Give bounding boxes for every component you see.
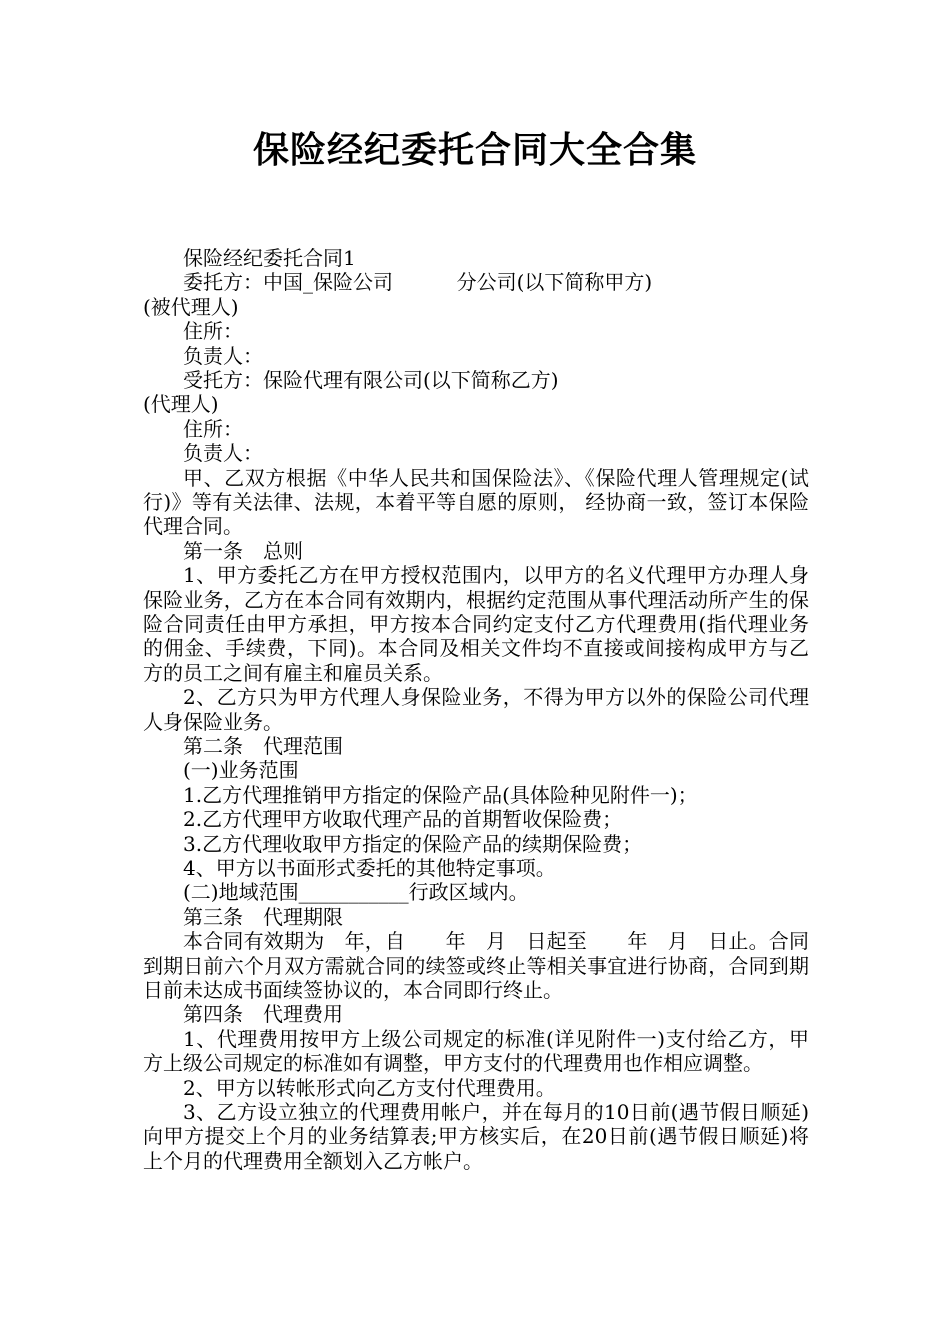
article-4-clause-3: 3、乙方设立独立的代理费用帐户，并在每月的10日前(遇节假日顺延)向甲方提交上个月的业务结算表;甲方核实后，在20日前(遇节假日顺延)将上个月的代理费用全额划入乙方帐户。 bbox=[143, 1099, 809, 1173]
business-scope-item-2: 2.乙方代理甲方收取代理产品的首期暂收保险费； bbox=[183, 807, 623, 832]
agent-role: (代理人) bbox=[143, 392, 219, 417]
preamble-paragraph: 甲、乙双方根据《中华人民共和国保险法》、《保险代理人管理规定(试行)》等有关法律、法规，本着平等自愿的原则， 经协商一致，签订本保险代理合同。 bbox=[143, 465, 809, 539]
agent-representative: 负责人： bbox=[183, 441, 263, 466]
article-4-heading: 第四条 代理费用 bbox=[183, 1002, 343, 1027]
principal-role: (被代理人) bbox=[143, 294, 239, 319]
principal-representative: 负责人： bbox=[183, 343, 263, 368]
business-scope-item-1: 1.乙方代理推销甲方指定的保险产品(具体险种见附件一)； bbox=[183, 782, 698, 807]
article-4-clause-2: 2、甲方以转帐形式向乙方支付代理费用。 bbox=[183, 1075, 556, 1100]
region-scope-line: (二)地域范围___________行政区域内。 bbox=[183, 880, 529, 905]
article-3-clause: 本合同有效期为 年，自 年 月 日起至 年 月 日止。合同到期日前六个月双方需就合同的续签或终止等相关事宜进行协商，合同到期日前未达成书面续签协议的，本合同即行终止。 bbox=[143, 929, 809, 1002]
business-scope-heading: (一)业务范围 bbox=[183, 758, 299, 783]
article-1-clause-2: 2、乙方只为甲方代理人身保险业务，不得为甲方以外的保险公司代理人身保险业务。 bbox=[143, 685, 809, 734]
agent-address: 住所： bbox=[183, 416, 243, 441]
article-1-heading: 第一条 总则 bbox=[183, 538, 303, 563]
document-title: 保险经纪委托合同大全合集 bbox=[252, 130, 697, 171]
principal-line: 委托方：中国_保险公司 分公司(以下简称甲方) bbox=[183, 270, 653, 295]
contract-heading: 保险经纪委托合同1 bbox=[183, 246, 356, 270]
business-scope-item-3: 3.乙方代理收取甲方指定的保险产品的续期保险费； bbox=[183, 831, 643, 856]
article-4-clause-1: 1、代理费用按甲方上级公司规定的标准(详见附件一)支付给乙方，甲方上级公司规定的标准如有调整，甲方支付的代理费用也作相应调整。 bbox=[143, 1026, 809, 1076]
document-body bbox=[143, 246, 809, 1173]
agent-line: 受托方：保险代理有限公司(以下简称乙方) bbox=[183, 367, 559, 392]
article-2-heading: 第二条 代理范围 bbox=[183, 733, 343, 758]
article-1-clause-1: 1、甲方委托乙方在甲方授权范围内，以甲方的名义代理甲方办理人身保险业务，乙方在本合同有效期内，根据约定范围从事代理活动所产生的保险合同责任由甲方承担，甲方按本合同约定支付乙方代理费用(指代理业务的佣金、手续费，下同)。本合同及相关文件均不直接或间接构成甲方与乙方的员工之间有雇主和雇员关系。 bbox=[143, 563, 809, 685]
business-scope-item-4: 4、甲方以书面形式委托的其他特定事项。 bbox=[183, 855, 556, 880]
article-3-heading: 第三条 代理期限 bbox=[183, 904, 343, 929]
principal-address: 住所： bbox=[183, 319, 243, 344]
